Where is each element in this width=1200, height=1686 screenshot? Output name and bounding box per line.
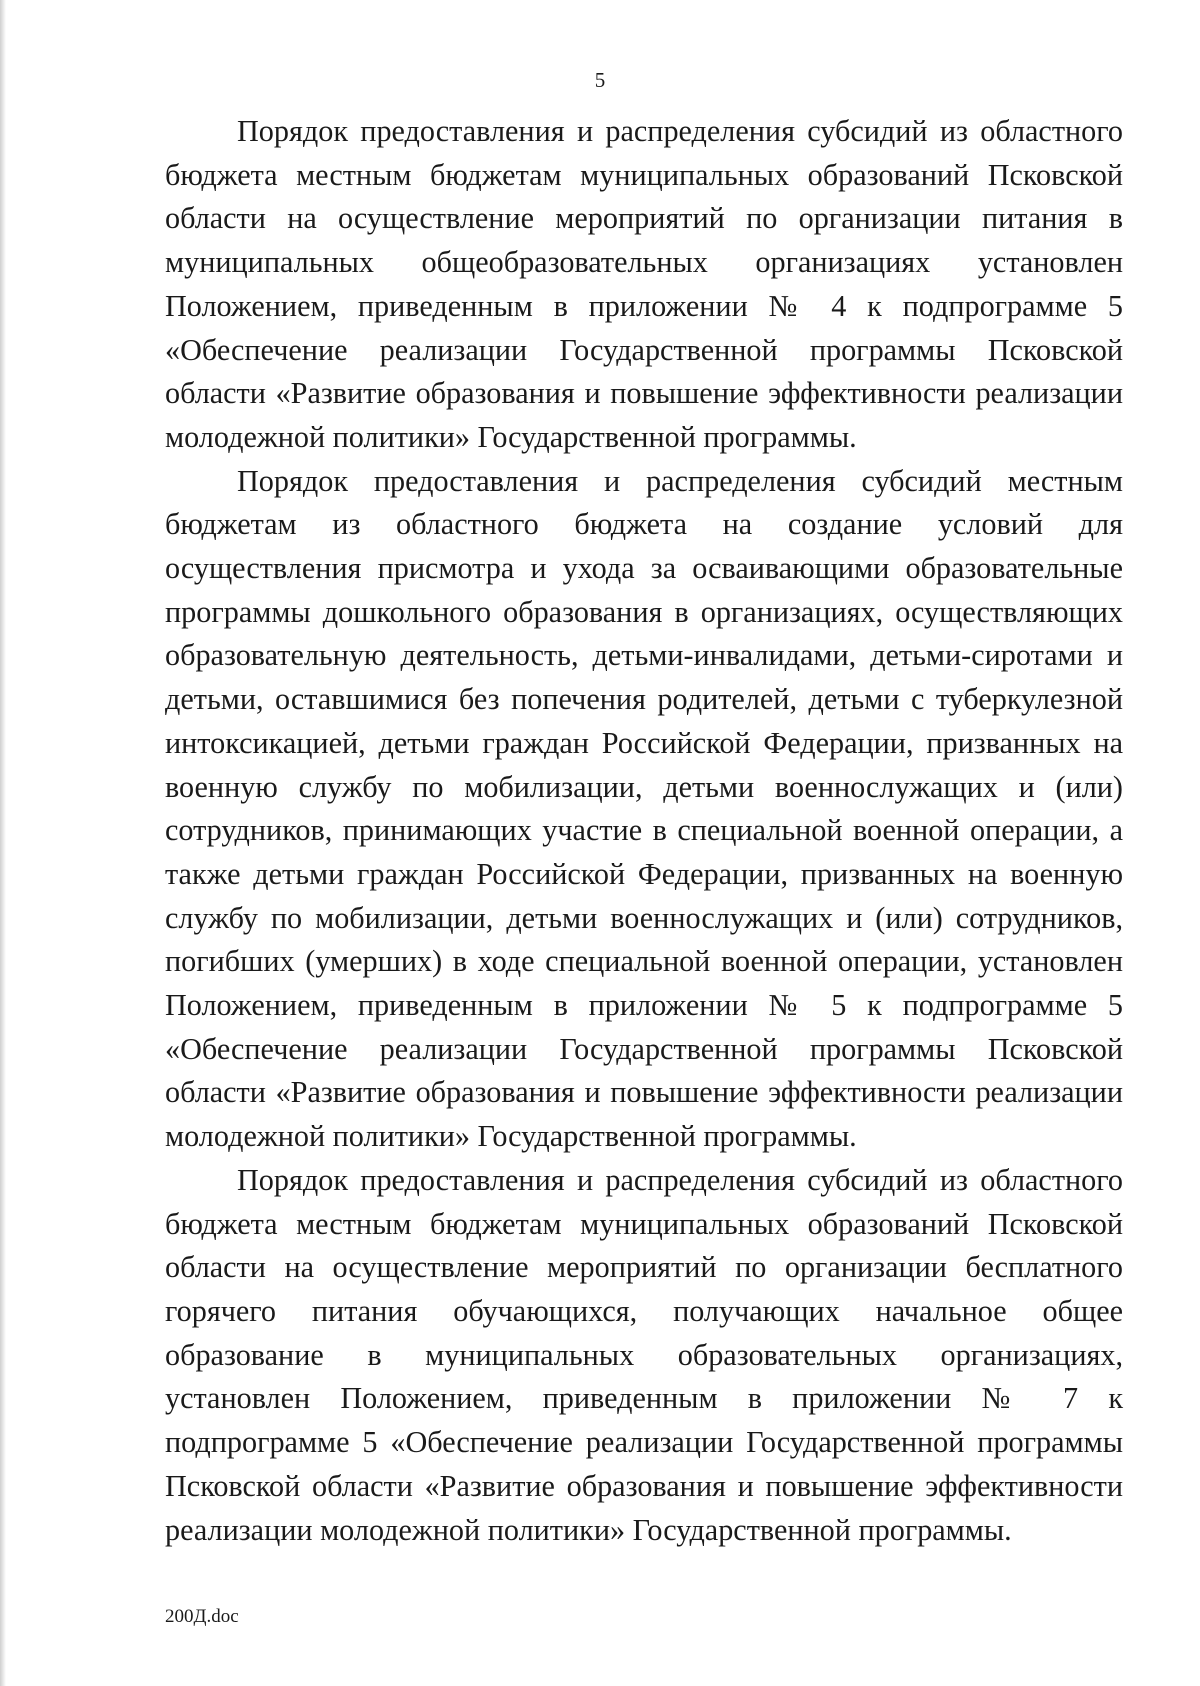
paragraph-3: Порядок предоставления и распределения субсидий из областного бюджета местным бюджетам муниципальных образований Псковской области на осуществление мероприятий по организации бесплатного горячего питания обучающихся, получающих начальное общее образование в муниципальных образовательных организациях, установлен Положением, приведенным в приложении № 7 к подпрограмме 5 «Обеспечение реализации Государственной программы Псковской области «Развитие образования и повышение эффективности реализации молодежной политики» Государственной программы. <box>165 1162 1123 1547</box>
paragraph-1: Порядок предоставления и распределения субсидий из областного бюджета местным бюджетам муниципальных образований Псковской области на осуществление мероприятий по организации питания в муниципальных общеобразовательных организациях установлен Положением, приведенным в приложении № 4 к подпрограмме 5 «Обеспечение реализации Государственной программы Псковской области «Развитие образования и повышение эффективности реализации молодежной политики» Государственной программы. <box>165 114 1123 454</box>
document-body <box>165 110 1123 1552</box>
footer-filename: 200Д.doc <box>165 1606 239 1627</box>
paragraph-2: Порядок предоставления и распределения субсидий местным бюджетам из областного бюджета на создание условий для осуществления присмотра и ухода за осваивающими образовательные программы дошкольного образования в организациях, осуществляющих образовательную деятельность, детьми-инвалидами, детьми-сиротами и детьми, оставшимися без попечения родителей, детьми с туберкулезной интоксикацией, детьми граждан Российской Федерации, призванных на военную службу по мобилизации, детьми военнослужащих и (или) сотрудников, принимающих участие в специальной военной операции, а также детьми граждан Российской Федерации, призванных на военную службу по мобилизации, детьми военнослужащих и (или) сотрудников, погибших (умерших) в ходе специальной военной операции, установлен Положением, приведенным в приложении № 5 к подпрограмме 5 «Обеспечение реализации Государственной программы Псковской области «Развитие образования и повышение эффективности реализации молодежной политики» Государственной программы. <box>165 463 1123 1154</box>
scan-edge <box>0 0 6 1686</box>
page-number: 5 <box>594 68 606 92</box>
